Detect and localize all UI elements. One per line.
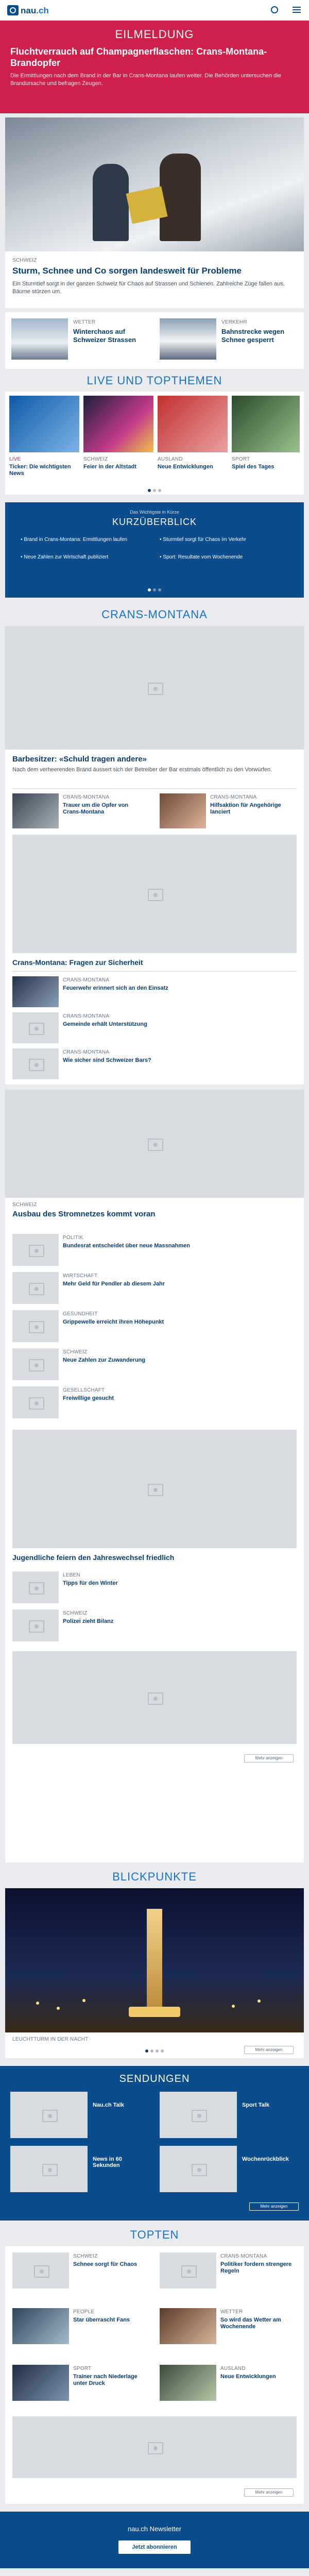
live-item-title[interactable]: Spiel des Tages (232, 464, 274, 470)
briefing-bullet[interactable]: • Neue Zahlen zur Wirtschaft publiziert (21, 554, 109, 560)
news-item-image (12, 1348, 59, 1380)
live-item-image[interactable] (232, 396, 300, 452)
topten-kicker: CRANS-MONTANA (220, 2253, 267, 2259)
sendung-image (160, 2146, 237, 2192)
newsletter-banner (0, 2512, 309, 2568)
topten-kicker: PEOPLE (73, 2309, 95, 2315)
news-item-image (12, 1310, 59, 1342)
search-icon[interactable] (271, 6, 278, 13)
topten-image (160, 2365, 216, 2401)
briefing-box (5, 502, 304, 598)
breaking-lead: Die Ermittlungen nach dem Brand in der Bar in Crans-Montana laufen weiter. Die Behörden untersuchen die Brandursache und befragen Zeugen. (10, 73, 281, 87)
news-item-title[interactable]: Grippewelle erreicht ihren Höhepunkt (63, 1319, 164, 1325)
news-item-kicker: POLITIK (63, 1235, 83, 1241)
blickpunkte-caption: LEUCHTTURM IN DER NACHT (12, 2037, 89, 2042)
small-row-1-item-kicker: VERKEHR (221, 319, 247, 325)
crans-mid-image[interactable] (12, 835, 297, 953)
news-item-title[interactable]: Tipps für den Winter (63, 1580, 118, 1586)
sendung-image (160, 2092, 237, 2138)
hamburger-icon[interactable] (293, 5, 301, 14)
newsletter-button[interactable]: Jetzt abonnieren (118, 2540, 191, 2554)
live-item-title[interactable]: Feier in der Altstadt (83, 464, 136, 470)
live-carousel (5, 392, 304, 495)
news-item-kicker: SCHWEIZ (63, 1349, 88, 1355)
crans-item-title[interactable]: Trauer um die Opfer von Crans-Montana (63, 802, 129, 816)
live-item-image[interactable] (158, 396, 228, 452)
news-item-title[interactable]: Neue Zahlen zur Zuwanderung (63, 1357, 146, 1363)
news-item-kicker: GESUNDHEIT (63, 1311, 98, 1317)
small-row-1-item-image (11, 318, 68, 360)
live-item-image[interactable] (9, 396, 79, 452)
crans-item-title[interactable]: Wie sicher sind Schweizer Bars? (63, 1057, 151, 1063)
live-item-kicker: SCHWEIZ (83, 456, 108, 462)
topten-image (12, 2252, 69, 2289)
crans-item-kicker: CRANS-MONTANA (63, 794, 110, 800)
news-item-kicker: LEBEN (63, 1572, 80, 1578)
topten-ad[interactable] (12, 2416, 297, 2478)
crans-item-kicker: CRANS-MONTANA (63, 1049, 110, 1055)
briefing-kicker: Das Wichtigste in Kürze (130, 510, 179, 515)
small-row-1-item-kicker: WETTER (73, 319, 96, 325)
sendung-image (10, 2092, 88, 2138)
crans-section-title: CRANS-MONTANA (101, 608, 208, 621)
topten-kicker: WETTER (220, 2309, 243, 2315)
crans-item-image (12, 1048, 59, 1079)
news-item-image (12, 1571, 59, 1603)
news-lead-image[interactable] (5, 1090, 304, 1198)
logo-word: nau (21, 6, 37, 15)
news-item-image (12, 1272, 59, 1304)
top-story-card[interactable] (5, 117, 304, 308)
topten-title-text[interactable]: So wird das Wetter am Wochenende (220, 2317, 281, 2330)
news-lead-title[interactable]: Ausbau des Stromnetzes kommt voran (12, 1210, 156, 1218)
crans-item-kicker: CRANS-MONTANA (63, 977, 110, 983)
news-item-title[interactable]: Bundesrat entscheidet über neue Massnahmen (63, 1243, 190, 1249)
news-lead-kicker: SCHWEIZ (12, 1202, 37, 1208)
topten-title: TOPTEN (130, 2228, 179, 2241)
topten-kicker: SCHWEIZ (73, 2253, 98, 2259)
topten-image (160, 2308, 216, 2344)
breaking-label: EILMELDUNG (115, 28, 194, 41)
small-row-1-item-image (160, 318, 216, 360)
topten-title-text[interactable]: Trainer nach Niederlage unter Druck (73, 2374, 138, 2387)
live-section-title: LIVE UND TOPTHEMEN (87, 374, 222, 387)
crans-lead-text: Nach dem verheerenden Brand äussert sich der Betreiber der Bar erstmals öffentlich zu den Vorwürfen. (12, 767, 272, 773)
live-item-title[interactable]: Neue Entwicklungen (158, 464, 213, 470)
news-item-image (12, 1234, 59, 1266)
news-mid-image[interactable] (12, 1430, 297, 1548)
news-item-image (12, 1609, 59, 1641)
news-ad-image[interactable] (12, 1651, 297, 1744)
topten-list (5, 2246, 304, 2504)
news-block (5, 1090, 304, 1862)
news-item-image (12, 1386, 59, 1418)
news-item-kicker: GESELLSCHAFT (63, 1387, 105, 1393)
blickpunkte-image[interactable] (5, 1888, 304, 2032)
newsletter-label: nau.ch Newsletter (127, 2525, 182, 2533)
briefing-bullet[interactable]: • Sport: Resultate vom Wochenende (160, 554, 243, 560)
blickpunkte-gallery (5, 1888, 304, 2058)
small-row-1 (5, 312, 304, 369)
topten-title-text[interactable]: Schnee sorgt für Chaos (73, 2261, 138, 2267)
topten-title-text[interactable]: Politiker fordern strengere Regeln (220, 2261, 292, 2275)
crans-item-image (12, 976, 59, 1007)
crans-item-kicker: CRANS-MONTANA (63, 1013, 110, 1019)
live-item-title[interactable]: Ticker: Die wichtigsten News (9, 464, 71, 477)
live-item-kicker: AUSLAND (158, 456, 183, 462)
crans-item-image (12, 793, 59, 828)
news-item-title[interactable]: Mehr Geld für Pendler ab diesem Jahr (63, 1281, 165, 1287)
small-row-1-item-title[interactable]: Bahnstrecke wegen Schnee gesperrt (221, 328, 285, 344)
top-story-kicker: SCHWEIZ (12, 258, 37, 263)
blickpunkte-title: BLICKPUNKTE (112, 1870, 197, 1883)
crans-item-title[interactable]: Feuerwehr erinnert sich an den Einsatz (63, 985, 168, 991)
breaking-news-banner[interactable] (0, 21, 309, 113)
sendung-image (10, 2146, 88, 2192)
crans-item-title[interactable]: Hilfsaktion für Angehörige lanciert (210, 802, 281, 816)
sendungen-section (0, 2066, 309, 2221)
crans-item-image (12, 1012, 59, 1043)
logo-icon[interactable] (7, 5, 19, 15)
logo-text[interactable] (21, 6, 49, 16)
topten-image (160, 2252, 216, 2289)
top-story-lead: Ein Sturmtief sorgt in der ganzen Schweiz für Chaos auf Strassen und Schienen. Zahlreiche Züge fallen aus, Bäume stürzen um. (12, 281, 285, 295)
breaking-headline[interactable]: Fluchtverrauch auf Champagnerflaschen: Crans-Montana-Brandopfer (10, 46, 267, 68)
carousel-dots[interactable] (5, 485, 304, 495)
news-item-title[interactable]: Polizei zieht Bilanz (63, 1618, 114, 1624)
site-header (0, 0, 309, 21)
live-item-kicker: SPORT (232, 456, 250, 462)
topten-kicker: SPORT (73, 2366, 92, 2371)
crans-section (5, 626, 304, 1084)
sendung-title[interactable]: Nau.ch Talk (93, 2102, 124, 2108)
sendungen-title: SENDUNGEN (119, 2073, 190, 2084)
crans-mid-title[interactable]: Crans-Montana: Fragen zur Sicherheit (12, 958, 143, 967)
news-item-kicker: SCHWEIZ (63, 1611, 88, 1616)
logo-ext: .ch (36, 6, 49, 15)
top-story-title[interactable]: Sturm, Schnee und Co sorgen landesweit für Probleme (12, 266, 242, 276)
crans-lead-title[interactable]: Barbesitzer: «Schuld tragen andere» (12, 755, 147, 764)
live-item-image[interactable] (83, 396, 153, 452)
sendung-title[interactable]: Sport Talk (242, 2102, 269, 2108)
crans-item-title[interactable]: Gemeinde erhält Unterstützung (63, 1021, 147, 1027)
topten-title-text[interactable]: Star überrascht Fans (73, 2317, 130, 2323)
news-item-kicker: WIRTSCHAFT (63, 1273, 98, 1279)
topten-kicker: AUSLAND (220, 2366, 246, 2371)
news-mid-title[interactable]: Jugendliche feiern den Jahreswechsel friedlich (12, 1553, 175, 1562)
more-button[interactable]: Mehr anzeigen (244, 1754, 294, 1762)
topten-title-text[interactable]: Neue Entwicklungen (220, 2374, 276, 2380)
briefing-dots[interactable] (5, 585, 304, 594)
briefing-bullet[interactable]: • Sturmtief sorgt für Chaos im Verkehr (160, 537, 247, 543)
crans-item-kicker: CRANS-MONTANA (210, 794, 257, 800)
more-button[interactable]: Mehr anzeigen (244, 2046, 294, 2054)
crans-lead-image[interactable] (5, 626, 304, 750)
crans-item-image (160, 793, 206, 828)
sendung-title[interactable]: News in 60 Sekunden (93, 2156, 122, 2168)
briefing-title: KURZÜBERBLICK (112, 517, 197, 527)
briefing-bullet[interactable]: • Brand in Crans-Montana: Ermittlungen laufen (21, 537, 127, 543)
more-button[interactable]: Mehr anzeigen (244, 2488, 294, 2497)
live-item-kicker: LIVE (9, 456, 21, 462)
topten-image (12, 2365, 69, 2401)
news-item-title[interactable]: Freiwillige gesucht (63, 1395, 114, 1401)
sendung-title[interactable]: Wochenrückblick (242, 2156, 289, 2162)
small-row-1-item-title[interactable]: Winterchaos auf Schweizer Strassen (73, 328, 136, 344)
top-story-image[interactable] (5, 117, 304, 251)
more-button[interactable]: Mehr anzeigen (249, 2202, 299, 2211)
topten-image (12, 2308, 69, 2344)
